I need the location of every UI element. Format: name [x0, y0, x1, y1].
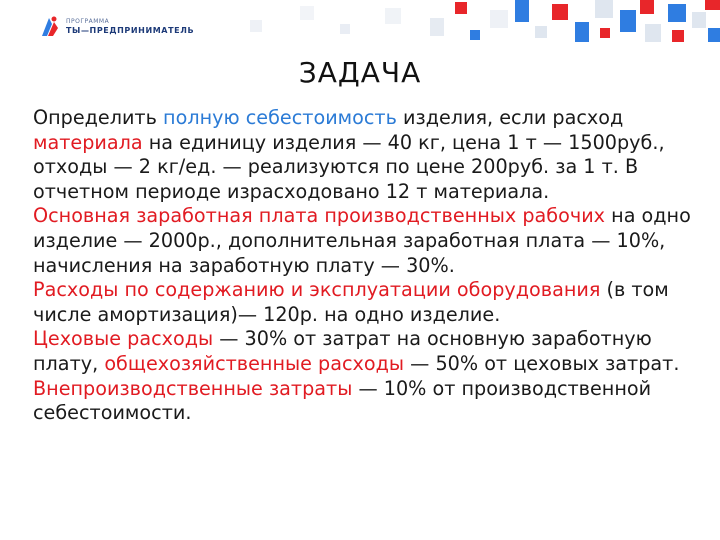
p2-text-b: на одно изделие — 2000р., дополнительная заработная плата — 10%, начисления на заработную плату — 30%. [33, 204, 691, 277]
paragraph-2 [33, 204, 701, 278]
p3-text-b: (в том числе амортизация)— 120р. на одно изделие. [33, 278, 669, 326]
p4-text-b: — 30% от затрат на основную заработную плату, [33, 327, 652, 375]
p1-text-c: изделия, если расход [396, 106, 624, 129]
p1-highlight-full-cost: полную себестоимость [163, 106, 397, 129]
p1-text-e: на единицу изделия — 40 кг, цена 1 т — 1500руб., отходы — 2 кг/ед. — реализуются по цене 200руб. за 1 т. В отчетном периоде израсходовано 12 т материала. [33, 130, 665, 203]
p4-text-d: — 50% от цеховых затрат. [404, 351, 680, 375]
header-band [0, 0, 720, 48]
p4-text-f: — 10% от производственной себестоимости. [33, 376, 652, 425]
task-body [33, 106, 701, 426]
mosaic-squares [250, 0, 720, 42]
p1-highlight-material: материала [33, 130, 143, 154]
paragraph-4 [33, 327, 701, 425]
slide-title: ЗАДАЧА [298, 56, 422, 89]
logo-line-1: ПРОГРАММА [66, 18, 110, 25]
paragraph-3 [33, 278, 701, 327]
p4-highlight-nonproduction: Внепроизводственные затраты [33, 376, 353, 400]
p1-text-a: Определить [33, 106, 164, 129]
p4-highlight-shop-costs: Цеховые расходы [33, 327, 214, 351]
p4-highlight-general-costs: общехозяйственные расходы [104, 351, 405, 375]
logo-text [66, 19, 194, 35]
logo-emblem-icon [38, 14, 60, 40]
p3-highlight-equipment: Расходы по содержанию и эксплуатации оборудования [33, 278, 601, 302]
logo-line-2: ТЫ—ПРЕДПРИНИМАТЕЛЬ [66, 26, 195, 35]
p2-highlight-base-wage: Основная заработная плата производственных рабочих [33, 204, 606, 228]
program-logo [38, 10, 194, 44]
paragraph-1 [33, 106, 701, 204]
